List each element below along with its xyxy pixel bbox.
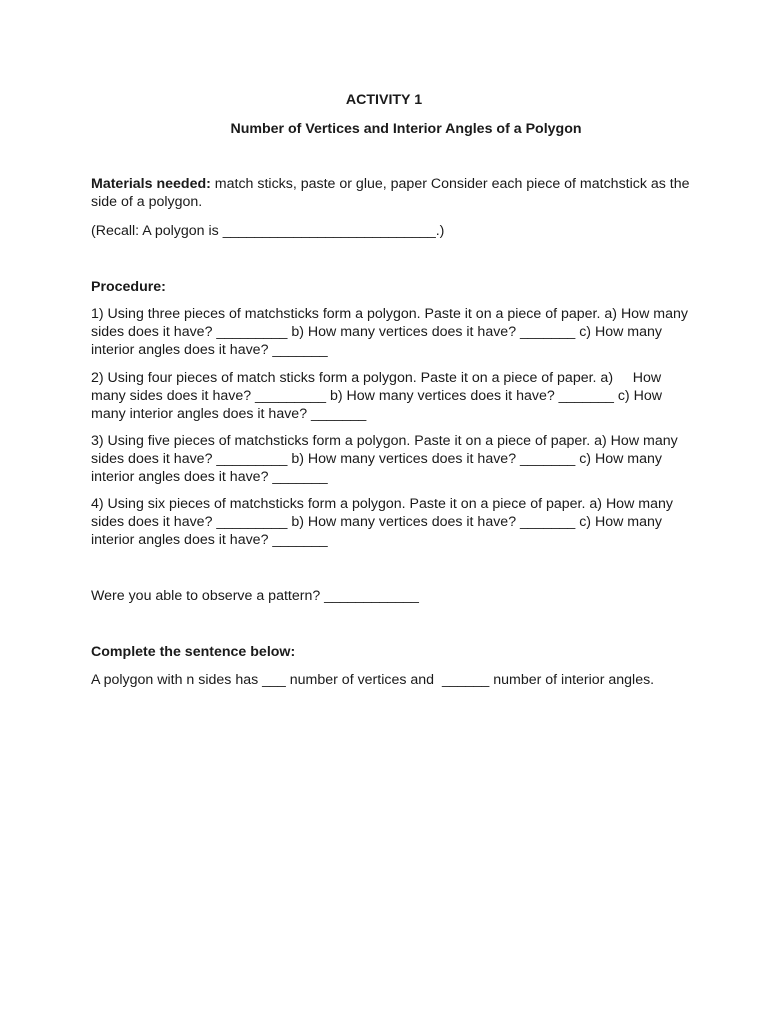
- materials-label: Materials needed:: [91, 176, 211, 192]
- materials-paragraph: [91, 175, 691, 211]
- completion-sentence: A polygon with n sides has ___ number of vertices and ______ number of interior angles.: [91, 672, 655, 688]
- pattern-question: Were you able to observe a pattern? ____________: [91, 588, 419, 604]
- recall-line: (Recall: A polygon is ___________________________.): [91, 223, 445, 239]
- activity-title: ACTIVITY 1: [345, 92, 423, 108]
- activity-subtitle: Number of Vertices and Interior Angles of a Polygon: [230, 121, 582, 137]
- procedure-step-4: 4) Using six pieces of matchsticks form a polygon. Paste it on a piece of paper. a) How many sides does it have? _________ b) How many vertices does it have? _______ c) How many interior angles does it have? _______: [91, 496, 673, 549]
- materials-text: match sticks, paste or glue, paper Consider each piece of matchstick as the side of a polygon.: [91, 176, 690, 211]
- procedure-heading: Procedure:: [91, 279, 166, 295]
- complete-heading: Complete the sentence below:: [91, 644, 296, 660]
- procedure-step-3: 3) Using five pieces of matchsticks form a polygon. Paste it on a piece of paper. a) How many sides does it have? _________ b) How many vertices does it have? _______ c) How many interior angles does it have? _______: [91, 433, 678, 486]
- procedure-step-2: 2) Using four pieces of match sticks form a polygon. Paste it on a piece of paper. a) How many sides does it have? _________ b) How many vertices does it have? _______ c) How many interior angles does it have? _______: [91, 370, 666, 423]
- procedure-step-1: 1) Using three pieces of matchsticks form a polygon. Paste it on a piece of paper. a) How many sides does it have? _________ b) How many vertices does it have? _______ c) How many interior angles does it have? _______: [91, 306, 688, 359]
